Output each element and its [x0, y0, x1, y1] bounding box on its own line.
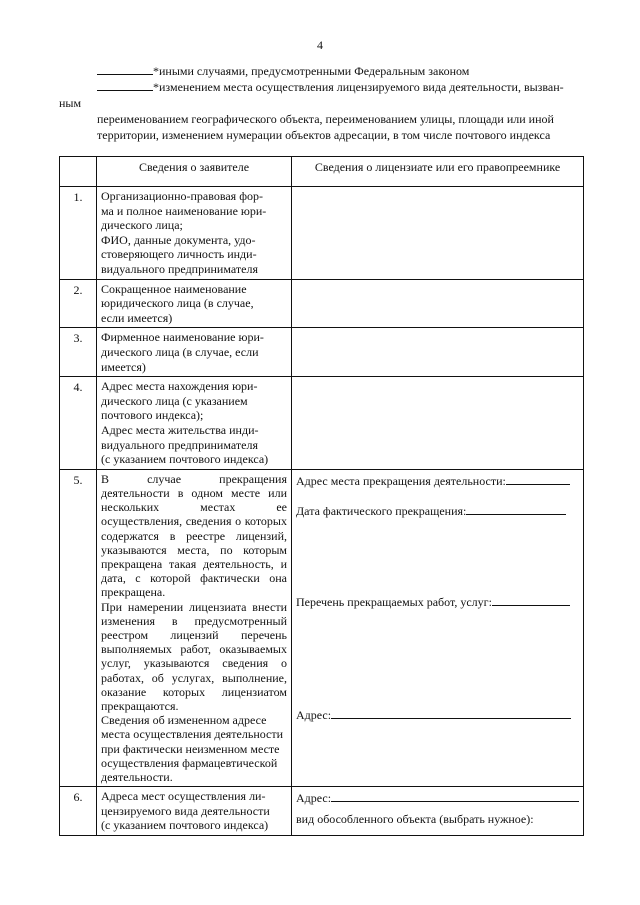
table-header-row	[60, 157, 584, 187]
row-number: 5.	[60, 469, 97, 786]
table-row	[60, 279, 584, 328]
label-line: имеется)	[101, 359, 146, 374]
activity-address-field[interactable]	[296, 791, 579, 806]
label-line: почтового индекса);	[101, 408, 204, 423]
row-value	[292, 787, 584, 836]
label-line: ФИО, данные документа, удо-	[101, 232, 256, 247]
label-paragraph: Сведения об измененном адресе места осуществления деятельности при фактически неизменном месте осуществления фармацевтической деятельности.	[101, 713, 284, 784]
header-applicant: Сведения о заявителе	[97, 157, 292, 187]
row-label	[97, 787, 292, 836]
label-paragraph: В случае прекращения деятельности в одном месте или нескольких местах ее осуществления, сведения о которых содержатся в реестре лицензий, указываются места, по которым прекращена такая деятельность, и дата, с которой фактически она прекращена.	[101, 471, 287, 600]
label-line: дического лица (в случае, если	[101, 344, 259, 359]
blank-line	[466, 505, 566, 515]
termination-address-field[interactable]	[296, 474, 579, 489]
label-line: Организационно-правовая фор-	[101, 189, 263, 203]
intro-text-1: *иными случаями, предусмотренными Федеральным законом	[153, 64, 470, 78]
label-line: ма и полное наименование юри-	[101, 203, 267, 218]
row-label	[97, 187, 292, 280]
object-type-field[interactable]	[296, 812, 579, 827]
field-label: Дата фактического прекращения:	[296, 504, 467, 519]
label-line: стоверяющего личность инди-	[101, 247, 257, 262]
table-row	[60, 469, 584, 786]
row-value[interactable]	[292, 377, 584, 470]
label-line: дического лица (с указанием	[101, 393, 248, 408]
label-line: (с указанием почтового индекса)	[101, 818, 269, 833]
label-line: Адрес места нахождения юри-	[101, 379, 258, 394]
termination-date-field[interactable]	[296, 504, 579, 519]
blank-line	[331, 792, 579, 802]
table-row	[60, 328, 584, 377]
field-label: Адрес:	[296, 708, 332, 723]
intro-line-2	[97, 80, 564, 94]
label-line: видуального предпринимателя	[101, 261, 258, 276]
row-number: 2.	[60, 279, 97, 328]
row-label	[97, 328, 292, 377]
label-line: Сокращенное наименование	[101, 281, 247, 296]
label-line: цензируемого вида деятельности	[101, 803, 270, 818]
field-label: вид обособленного объекта (выбрать нужное):	[296, 811, 534, 826]
label-line: юридического лица (в случае,	[101, 296, 254, 311]
row-number: 1.	[60, 187, 97, 280]
label-line: дического лица;	[101, 218, 183, 233]
row-value[interactable]	[292, 279, 584, 328]
blank-line	[331, 709, 571, 719]
row-label	[97, 469, 292, 786]
blank-line	[97, 64, 153, 75]
row-value[interactable]	[292, 328, 584, 377]
label-line: Адреса мест осуществления ли-	[101, 789, 266, 804]
label-line: Адрес места жительства инди-	[101, 422, 259, 437]
row-value[interactable]	[292, 187, 584, 280]
blank-line	[506, 475, 570, 485]
terminated-services-field[interactable]	[296, 595, 579, 610]
row-label	[97, 377, 292, 470]
intro-line-2-cont: ным	[59, 96, 82, 110]
table-row	[60, 787, 584, 836]
field-label: Перечень прекращаемых работ, услуг:	[296, 594, 492, 609]
header-licensee: Сведения о лицензиате или его правопреемнике	[292, 157, 584, 187]
page-number: 4	[317, 38, 323, 52]
intro-line-4: территории, изменением нумерации объектов адресации, в том числе почтового индекса	[97, 128, 551, 142]
intro-line-1	[97, 64, 469, 78]
label-paragraph: При намерении лицензиата внести изменения в предусмотренный реестром лицензий перечень выполняемых работ, оказываемых услуг, указываются сведения о работах, об услугах, выполнение, оказание которых лицензиатом прекращаются.	[101, 599, 287, 713]
label-line: Фирменное наименование юри-	[101, 330, 264, 345]
header-num	[60, 157, 97, 187]
field-label: Адрес:	[296, 791, 332, 806]
blank-line	[97, 80, 153, 91]
row-number: 3.	[60, 328, 97, 377]
changed-address-field[interactable]	[296, 708, 579, 723]
row-label	[97, 279, 292, 328]
label-line: если имеется)	[101, 310, 173, 325]
license-info-table	[59, 156, 584, 836]
label-line: (с указанием почтового индекса)	[101, 452, 269, 467]
row-number: 4.	[60, 377, 97, 470]
field-label: Адрес места прекращения деятельности:	[296, 473, 506, 488]
label-line: видуального предпринимателя	[101, 437, 258, 452]
table-row	[60, 187, 584, 280]
row-value	[292, 469, 584, 786]
intro-line-3: переименованием географического объекта, переименованием улицы, площади или иной	[97, 112, 554, 126]
row-number: 6.	[60, 787, 97, 836]
intro-text-2: *изменением места осуществления лицензируемого вида деятельности, вызван-	[153, 80, 564, 94]
table-row	[60, 377, 584, 470]
blank-line	[492, 596, 570, 606]
